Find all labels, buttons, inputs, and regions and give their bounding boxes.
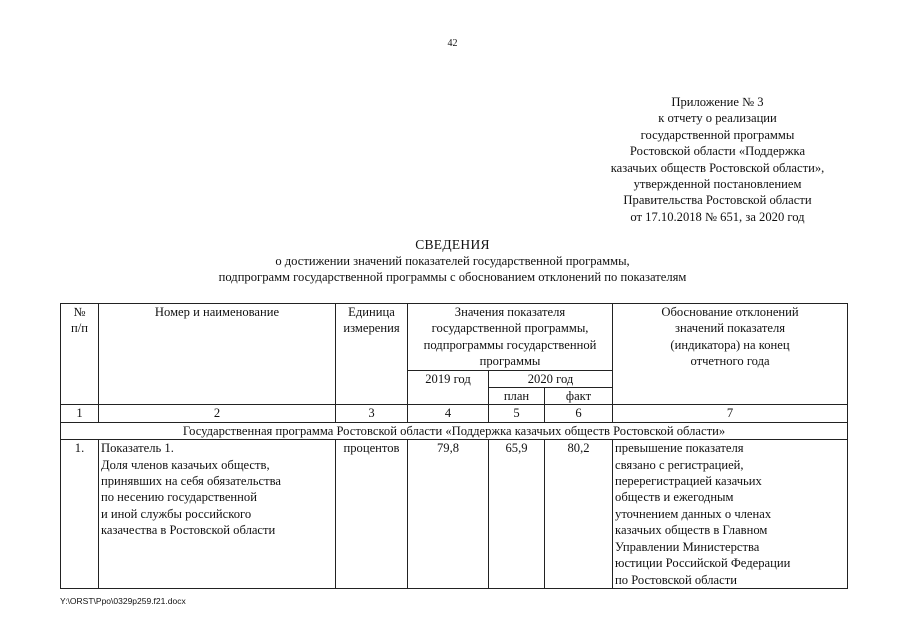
column-number: 7 [613, 405, 848, 422]
page-number: 42 [447, 38, 458, 49]
appendix-line: от 17.10.2018 № 651, за 2020 год [630, 209, 805, 224]
header-year-2020: 2020 год [489, 370, 613, 387]
document-subtitle-1: о достижении значений показателей государственной программы, [275, 254, 630, 268]
row-fact-2020: 80,2 [545, 440, 613, 589]
program-row: Государственная программа Ростовской области «Поддержка казачьих обществ Ростовской области» [61, 422, 848, 439]
header-values: Значения показателя государственной программы, подпрограммы государственной программы [408, 304, 613, 371]
file-path-footer: Y:\ORST\Ppo\0329p259.f21.docx [60, 596, 186, 606]
appendix-line: утвержденной постановлением [633, 177, 802, 192]
column-number: 1 [61, 405, 99, 422]
header-name: Номер и наименование [99, 304, 336, 405]
document-subtitle-2: подпрограмм государственной программы с обоснованием отклонений по показателям [218, 270, 687, 284]
header-fact: факт [545, 388, 613, 405]
appendix-line: Приложение № 3 [671, 95, 764, 109]
table-row [61, 440, 848, 589]
column-number: 6 [545, 405, 613, 422]
header-year-2019: 2019 год [408, 370, 489, 405]
column-number: 4 [408, 405, 489, 422]
row-justification: превышение показателя связано с регистрацией, перерегистрацией казачьих обществ и ежегодным уточнением данных о членах казачьих обществ в Главном Управлении Министерства юстиции Российской Федерации по Ростовской области [613, 440, 848, 589]
document-heading [0, 236, 905, 285]
header-plan: план [489, 388, 545, 405]
row-unit: процентов [336, 440, 408, 589]
row-name: Показатель 1. Доля членов казачьих обществ, принявших на себя обязательства по несению государственной и иной службы российского казачества в Ростовской области [99, 440, 336, 589]
indicators-table [60, 303, 848, 589]
appendix-line: к отчету о реализации [658, 111, 777, 126]
column-number: 3 [336, 405, 408, 422]
row-value-2019: 79,8 [408, 440, 489, 589]
header-unit: Единица измерения [336, 304, 408, 405]
column-number: 2 [99, 405, 336, 422]
appendix-line: государственной программы [640, 127, 795, 142]
row-plan-2020: 65,9 [489, 440, 545, 589]
appendix-block [560, 94, 875, 225]
appendix-line: Правительства Ростовской области [623, 193, 812, 208]
row-num: 1. [61, 440, 99, 589]
document-title: СВЕДЕНИЯ [415, 237, 490, 252]
column-number: 5 [489, 405, 545, 422]
header-justification: Обоснование отклонений значений показателя (индикатора) на конец отчетного года [613, 304, 848, 405]
header-num: № п/п [61, 304, 99, 405]
appendix-line: казачьих обществ Ростовской области», [610, 160, 825, 175]
appendix-line: Ростовской области «Поддержка [629, 144, 806, 159]
